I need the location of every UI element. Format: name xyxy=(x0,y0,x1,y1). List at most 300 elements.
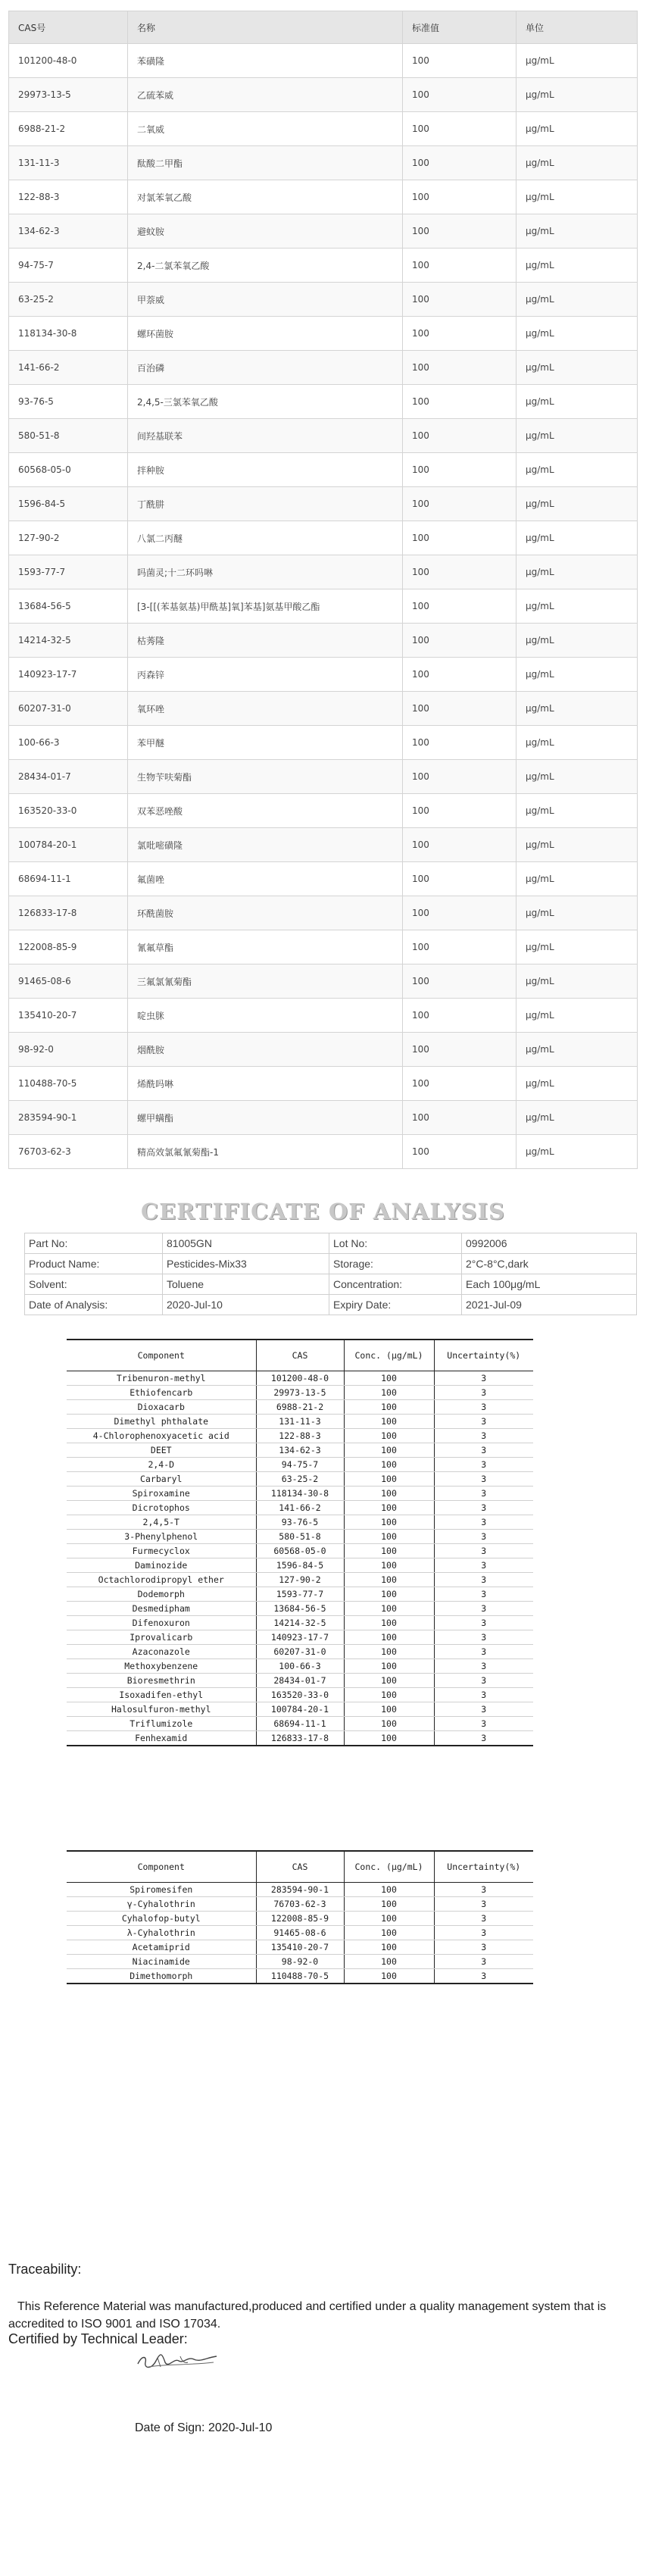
certificate-title: CERTIFICATE OF ANALYSIS xyxy=(141,1199,505,1224)
cas-cell: 60568-05-0 xyxy=(256,1544,344,1558)
conc-cell: 100 xyxy=(344,1616,434,1630)
certificate-info-table xyxy=(24,1233,637,1315)
uncertainty-cell: 3 xyxy=(434,1472,533,1487)
cas-cell: 100-66-3 xyxy=(256,1659,344,1674)
header-cas: CAS xyxy=(256,1340,344,1371)
table-row xyxy=(67,1912,533,1926)
uncertainty-cell: 3 xyxy=(434,1912,533,1926)
name-cell: 八氯二丙醚 xyxy=(128,521,403,555)
conc-cell: 100 xyxy=(344,1674,434,1688)
table-row xyxy=(67,1645,533,1659)
uncertainty-cell: 3 xyxy=(434,1659,533,1674)
table-row xyxy=(67,1630,533,1645)
table-row xyxy=(67,1544,533,1558)
conc-cell: 100 xyxy=(344,1487,434,1501)
table-row xyxy=(9,146,638,180)
table-row xyxy=(67,1926,533,1940)
name-cell: 丙森锌 xyxy=(128,658,403,692)
cas-number-cell: 63-25-2 xyxy=(9,283,128,317)
table-row xyxy=(9,999,638,1033)
conc-cell: 100 xyxy=(344,1731,434,1746)
unit-cell: μg/mL xyxy=(516,1067,638,1101)
cas-number-cell: 141-66-2 xyxy=(9,351,128,385)
header-component: Component xyxy=(67,1851,256,1883)
component-cell: Dicrotophos xyxy=(67,1501,256,1515)
unit-cell: μg/mL xyxy=(516,351,638,385)
name-cell: 二氧威 xyxy=(128,112,403,146)
table-row xyxy=(9,589,638,624)
name-cell: 精高效氯氟氰菊酯-1 xyxy=(128,1135,403,1169)
table-row xyxy=(9,180,638,214)
cas-number-cell: 76703-62-3 xyxy=(9,1135,128,1169)
table-row xyxy=(67,1717,533,1731)
uncertainty-cell: 3 xyxy=(434,1415,533,1429)
table-row xyxy=(9,112,638,146)
name-cell: 氟菌唑 xyxy=(128,862,403,896)
table-row xyxy=(9,658,638,692)
cas-cell: 98-92-0 xyxy=(256,1955,344,1969)
standard-value-cell: 100 xyxy=(403,964,516,999)
cas-cell: 283594-90-1 xyxy=(256,1883,344,1897)
cas-number-cell: 127-90-2 xyxy=(9,521,128,555)
table-row xyxy=(9,214,638,249)
unit-cell: μg/mL xyxy=(516,964,638,999)
cas-number-cell: 122008-85-9 xyxy=(9,930,128,964)
product-name-label: Product Name: xyxy=(25,1254,163,1274)
cas-number-cell: 100-66-3 xyxy=(9,726,128,760)
standard-value-cell: 100 xyxy=(403,249,516,283)
unit-cell: μg/mL xyxy=(516,726,638,760)
uncertainty-cell: 3 xyxy=(434,1969,533,1984)
header-conc: Conc. (μg/mL) xyxy=(344,1340,434,1371)
cas-cell: 134-62-3 xyxy=(256,1443,344,1458)
table-row xyxy=(9,794,638,828)
cas-cell: 580-51-8 xyxy=(256,1530,344,1544)
table-row xyxy=(9,419,638,453)
date-of-analysis-value: 2020-Jul-10 xyxy=(163,1295,329,1315)
unit-cell: μg/mL xyxy=(516,78,638,112)
cas-number-cell: 118134-30-8 xyxy=(9,317,128,351)
component-cell: Acetamiprid xyxy=(67,1940,256,1955)
cas-number-cell: 101200-48-0 xyxy=(9,44,128,78)
table-row xyxy=(9,283,638,317)
conc-cell: 100 xyxy=(344,1573,434,1587)
table-row xyxy=(67,1602,533,1616)
table-row xyxy=(67,1731,533,1746)
unit-cell: μg/mL xyxy=(516,999,638,1033)
component-cell: Iprovalicarb xyxy=(67,1630,256,1645)
cas-number-cell: 122-88-3 xyxy=(9,180,128,214)
table-row xyxy=(67,1400,533,1415)
conc-cell: 100 xyxy=(344,1472,434,1487)
conc-cell: 100 xyxy=(344,1501,434,1515)
unit-cell: μg/mL xyxy=(516,692,638,726)
storage-value: 2°C-8°C,dark xyxy=(462,1254,637,1274)
cas-cell: 100784-20-1 xyxy=(256,1702,344,1717)
component-cell: Ethiofencarb xyxy=(67,1386,256,1400)
name-cell: 螺甲螨酯 xyxy=(128,1101,403,1135)
cas-number-cell: 1596-84-5 xyxy=(9,487,128,521)
standard-value-cell: 100 xyxy=(403,385,516,419)
expiry-date-value: 2021-Jul-09 xyxy=(462,1295,637,1315)
cas-cell: 1593-77-7 xyxy=(256,1587,344,1602)
cas-number-cell: 98-92-0 xyxy=(9,1033,128,1067)
conc-cell: 100 xyxy=(344,1587,434,1602)
conc-cell: 100 xyxy=(344,1602,434,1616)
info-row xyxy=(25,1254,637,1274)
uncertainty-cell: 3 xyxy=(434,1515,533,1530)
cas-number-cell: 163520-33-0 xyxy=(9,794,128,828)
conc-cell: 100 xyxy=(344,1926,434,1940)
name-cell: 百治磷 xyxy=(128,351,403,385)
cas-number-cell: 94-75-7 xyxy=(9,249,128,283)
date-of-sign: Date of Sign: 2020-Jul-10 xyxy=(135,2421,273,2434)
name-cell: 氧环唑 xyxy=(128,692,403,726)
header-uncertainty: Uncertainty(%) xyxy=(434,1340,533,1371)
name-cell: 2,4-二氯苯氧乙酸 xyxy=(128,249,403,283)
component-cell: Dodemorph xyxy=(67,1587,256,1602)
cas-number-cell: 100784-20-1 xyxy=(9,828,128,862)
table-row xyxy=(9,487,638,521)
component-cell: λ-Cyhalothrin xyxy=(67,1926,256,1940)
table-row xyxy=(9,624,638,658)
handwritten-signature xyxy=(135,2347,220,2374)
conc-cell: 100 xyxy=(344,1659,434,1674)
table-row xyxy=(67,1573,533,1587)
component-cell: 2,4,5-T xyxy=(67,1515,256,1530)
table-row xyxy=(9,930,638,964)
unit-cell: μg/mL xyxy=(516,624,638,658)
table-row xyxy=(9,1101,638,1135)
table-row xyxy=(67,1530,533,1544)
standard-value-cell: 100 xyxy=(403,1101,516,1135)
table-row xyxy=(67,1883,533,1897)
name-cell: 对氯苯氧乙酸 xyxy=(128,180,403,214)
conc-cell: 100 xyxy=(344,1940,434,1955)
unit-cell: μg/mL xyxy=(516,283,638,317)
table-row xyxy=(67,1674,533,1688)
conc-cell: 100 xyxy=(344,1558,434,1573)
unit-cell: μg/mL xyxy=(516,555,638,589)
table-row xyxy=(9,521,638,555)
component-cell: Spiroxamine xyxy=(67,1487,256,1501)
name-cell: [3-[[(苯基氨基)甲酰基]氧]苯基]氨基甲酸乙酯 xyxy=(128,589,403,624)
table-row xyxy=(9,555,638,589)
table-row xyxy=(67,1616,533,1630)
component-cell: Triflumizole xyxy=(67,1717,256,1731)
table-row xyxy=(67,1487,533,1501)
table-row xyxy=(67,1940,533,1955)
component-cell: Isoxadifen-ethyl xyxy=(67,1688,256,1702)
cas-cell: 91465-08-6 xyxy=(256,1926,344,1940)
cas-cell: 135410-20-7 xyxy=(256,1940,344,1955)
standard-value-cell: 100 xyxy=(403,930,516,964)
unit-cell: μg/mL xyxy=(516,385,638,419)
uncertainty-cell: 3 xyxy=(434,1501,533,1515)
standard-value-cell: 100 xyxy=(403,794,516,828)
header-conc: Conc. (μg/mL) xyxy=(344,1851,434,1883)
component-cell: Halosulfuron-methyl xyxy=(67,1702,256,1717)
name-cell: 氯吡嘧磺隆 xyxy=(128,828,403,862)
component-cell: Dimethomorph xyxy=(67,1969,256,1984)
cas-cell: 29973-13-5 xyxy=(256,1386,344,1400)
conc-cell: 100 xyxy=(344,1630,434,1645)
conc-cell: 100 xyxy=(344,1530,434,1544)
component-cell: Carbaryl xyxy=(67,1472,256,1487)
cas-cell: 126833-17-8 xyxy=(256,1731,344,1746)
component-header-row xyxy=(67,1851,533,1883)
component-cell: Furmecyclox xyxy=(67,1544,256,1558)
component-cell: DEET xyxy=(67,1443,256,1458)
cas-number-cell: 29973-13-5 xyxy=(9,78,128,112)
cas-cell: 93-76-5 xyxy=(256,1515,344,1530)
cas-cell: 60207-31-0 xyxy=(256,1645,344,1659)
component-cell: Cyhalofop-butyl xyxy=(67,1912,256,1926)
cas-number-cell: 93-76-5 xyxy=(9,385,128,419)
standard-value-cell: 100 xyxy=(403,283,516,317)
header-unit: 单位 xyxy=(516,11,638,44)
component-table-2 xyxy=(67,1850,533,1984)
header-name: 名称 xyxy=(128,11,403,44)
uncertainty-cell: 3 xyxy=(434,1544,533,1558)
cas-cell: 76703-62-3 xyxy=(256,1897,344,1912)
table-row xyxy=(9,692,638,726)
cas-cell: 110488-70-5 xyxy=(256,1969,344,1984)
name-cell: 生物苄呋菊酯 xyxy=(128,760,403,794)
standard-value-cell: 100 xyxy=(403,214,516,249)
lot-no-label: Lot No: xyxy=(329,1233,462,1254)
uncertainty-cell: 3 xyxy=(434,1897,533,1912)
name-cell: 拌种胺 xyxy=(128,453,403,487)
cas-cell: 131-11-3 xyxy=(256,1415,344,1429)
table-row xyxy=(67,1501,533,1515)
header-cas: CAS xyxy=(256,1851,344,1883)
cas-number-cell: 14214-32-5 xyxy=(9,624,128,658)
cas-number-cell: 580-51-8 xyxy=(9,419,128,453)
unit-cell: μg/mL xyxy=(516,862,638,896)
component-cell: Dimethyl phthalate xyxy=(67,1415,256,1429)
cas-number-cell: 135410-20-7 xyxy=(9,999,128,1033)
unit-cell: μg/mL xyxy=(516,828,638,862)
uncertainty-cell: 3 xyxy=(434,1926,533,1940)
uncertainty-cell: 3 xyxy=(434,1487,533,1501)
standard-value-cell: 100 xyxy=(403,44,516,78)
unit-cell: μg/mL xyxy=(516,896,638,930)
lot-no-value: 0992006 xyxy=(462,1233,637,1254)
table-row xyxy=(9,896,638,930)
standard-value-cell: 100 xyxy=(403,692,516,726)
table-row xyxy=(9,78,638,112)
conc-cell: 100 xyxy=(344,1897,434,1912)
standard-value-cell: 100 xyxy=(403,146,516,180)
unit-cell: μg/mL xyxy=(516,794,638,828)
standard-value-cell: 100 xyxy=(403,862,516,896)
unit-cell: μg/mL xyxy=(516,930,638,964)
unit-cell: μg/mL xyxy=(516,44,638,78)
conc-cell: 100 xyxy=(344,1883,434,1897)
conc-cell: 100 xyxy=(344,1429,434,1443)
standard-value-cell: 100 xyxy=(403,419,516,453)
uncertainty-cell: 3 xyxy=(434,1883,533,1897)
standard-value-cell: 100 xyxy=(403,589,516,624)
cas-number-cell: 68694-11-1 xyxy=(9,862,128,896)
unit-cell: μg/mL xyxy=(516,760,638,794)
conc-cell: 100 xyxy=(344,1969,434,1984)
standard-value-cell: 100 xyxy=(403,658,516,692)
component-cell: Tribenuron-methyl xyxy=(67,1371,256,1386)
cas-cell: 63-25-2 xyxy=(256,1472,344,1487)
uncertainty-cell: 3 xyxy=(434,1558,533,1573)
standard-value-cell: 100 xyxy=(403,726,516,760)
cas-cell: 163520-33-0 xyxy=(256,1688,344,1702)
cas-number-cell: 60568-05-0 xyxy=(9,453,128,487)
table-row xyxy=(67,1515,533,1530)
conc-cell: 100 xyxy=(344,1400,434,1415)
component-cell: Spiromesifen xyxy=(67,1883,256,1897)
table-row xyxy=(9,760,638,794)
date-of-analysis-label: Date of Analysis: xyxy=(25,1295,163,1315)
conc-cell: 100 xyxy=(344,1458,434,1472)
table-row xyxy=(67,1587,533,1602)
component-cell: γ-Cyhalothrin xyxy=(67,1897,256,1912)
table-row xyxy=(9,44,638,78)
cas-table-header-row xyxy=(9,11,638,44)
unit-cell: μg/mL xyxy=(516,658,638,692)
standard-value-cell: 100 xyxy=(403,1067,516,1101)
solvent-label: Solvent: xyxy=(25,1274,163,1295)
uncertainty-cell: 3 xyxy=(434,1371,533,1386)
standard-value-cell: 100 xyxy=(403,555,516,589)
cas-number-cell: 28434-01-7 xyxy=(9,760,128,794)
name-cell: 啶虫脒 xyxy=(128,999,403,1033)
component-table-1 xyxy=(67,1339,533,1746)
standard-value-cell: 100 xyxy=(403,521,516,555)
conc-cell: 100 xyxy=(344,1443,434,1458)
conc-cell: 100 xyxy=(344,1371,434,1386)
uncertainty-cell: 3 xyxy=(434,1955,533,1969)
conc-cell: 100 xyxy=(344,1645,434,1659)
table-row xyxy=(9,964,638,999)
unit-cell: μg/mL xyxy=(516,1135,638,1169)
table-row xyxy=(67,1386,533,1400)
cas-cell: 140923-17-7 xyxy=(256,1630,344,1645)
uncertainty-cell: 3 xyxy=(434,1940,533,1955)
component-cell: Bioresmethrin xyxy=(67,1674,256,1688)
cas-number-cell: 1593-77-7 xyxy=(9,555,128,589)
cas-cell: 14214-32-5 xyxy=(256,1616,344,1630)
table-row xyxy=(9,351,638,385)
cas-number-cell: 6988-21-2 xyxy=(9,112,128,146)
table-row xyxy=(67,1659,533,1674)
standard-value-cell: 100 xyxy=(403,317,516,351)
cas-number-cell: 131-11-3 xyxy=(9,146,128,180)
standard-value-cell: 100 xyxy=(403,999,516,1033)
certified-by-label: Certified by Technical Leader: xyxy=(8,2331,188,2346)
table-row xyxy=(9,385,638,419)
table-row xyxy=(67,1371,533,1386)
conc-cell: 100 xyxy=(344,1515,434,1530)
table-row xyxy=(67,1429,533,1443)
name-cell: 枯莠隆 xyxy=(128,624,403,658)
uncertainty-cell: 3 xyxy=(434,1702,533,1717)
table-row xyxy=(67,1688,533,1702)
unit-cell: μg/mL xyxy=(516,146,638,180)
table-row xyxy=(67,1458,533,1472)
uncertainty-cell: 3 xyxy=(434,1443,533,1458)
unit-cell: μg/mL xyxy=(516,487,638,521)
unit-cell: μg/mL xyxy=(516,1101,638,1135)
unit-cell: μg/mL xyxy=(516,419,638,453)
uncertainty-cell: 3 xyxy=(434,1458,533,1472)
standard-value-cell: 100 xyxy=(403,1135,516,1169)
solvent-value: Toluene xyxy=(163,1274,329,1295)
uncertainty-cell: 3 xyxy=(434,1645,533,1659)
info-row xyxy=(25,1233,637,1254)
name-cell: 螺环菌胺 xyxy=(128,317,403,351)
name-cell: 酞酸二甲酯 xyxy=(128,146,403,180)
uncertainty-cell: 3 xyxy=(434,1674,533,1688)
conc-cell: 100 xyxy=(344,1702,434,1717)
table-row xyxy=(67,1897,533,1912)
table-row xyxy=(67,1472,533,1487)
unit-cell: μg/mL xyxy=(516,112,638,146)
component-cell: Fenhexamid xyxy=(67,1731,256,1746)
cas-cell: 141-66-2 xyxy=(256,1501,344,1515)
conc-cell: 100 xyxy=(344,1717,434,1731)
conc-cell: 100 xyxy=(344,1955,434,1969)
standard-value-cell: 100 xyxy=(403,760,516,794)
concentration-label: Concentration: xyxy=(329,1274,462,1295)
conc-cell: 100 xyxy=(344,1544,434,1558)
component-cell: Niacinamide xyxy=(67,1955,256,1969)
concentration-value: Each 100μg/mL xyxy=(462,1274,637,1295)
uncertainty-cell: 3 xyxy=(434,1429,533,1443)
table-row xyxy=(67,1702,533,1717)
uncertainty-cell: 3 xyxy=(434,1386,533,1400)
component-cell: 2,4-D xyxy=(67,1458,256,1472)
uncertainty-cell: 3 xyxy=(434,1573,533,1587)
table-row xyxy=(67,1443,533,1458)
table-row xyxy=(67,1415,533,1429)
unit-cell: μg/mL xyxy=(516,214,638,249)
cas-cell: 1596-84-5 xyxy=(256,1558,344,1573)
component-cell: Dioxacarb xyxy=(67,1400,256,1415)
cas-cell: 118134-30-8 xyxy=(256,1487,344,1501)
table-row xyxy=(67,1969,533,1984)
cas-cell: 94-75-7 xyxy=(256,1458,344,1472)
uncertainty-cell: 3 xyxy=(434,1530,533,1544)
table-row xyxy=(9,317,638,351)
uncertainty-cell: 3 xyxy=(434,1688,533,1702)
standard-value-cell: 100 xyxy=(403,112,516,146)
name-cell: 甲萘威 xyxy=(128,283,403,317)
expiry-date-label: Expiry Date: xyxy=(329,1295,462,1315)
standard-value-cell: 100 xyxy=(403,828,516,862)
component-cell: Daminozide xyxy=(67,1558,256,1573)
cas-number-cell: 283594-90-1 xyxy=(9,1101,128,1135)
component-cell: Difenoxuron xyxy=(67,1616,256,1630)
cas-cell: 68694-11-1 xyxy=(256,1717,344,1731)
cas-cell: 6988-21-2 xyxy=(256,1400,344,1415)
name-cell: 苯甲醚 xyxy=(128,726,403,760)
cas-number-cell: 126833-17-8 xyxy=(9,896,128,930)
standard-value-cell: 100 xyxy=(403,896,516,930)
table-row xyxy=(9,726,638,760)
header-component: Component xyxy=(67,1340,256,1371)
unit-cell: μg/mL xyxy=(516,1033,638,1067)
component-cell: Octachlorodipropyl ether xyxy=(67,1573,256,1587)
unit-cell: μg/mL xyxy=(516,453,638,487)
